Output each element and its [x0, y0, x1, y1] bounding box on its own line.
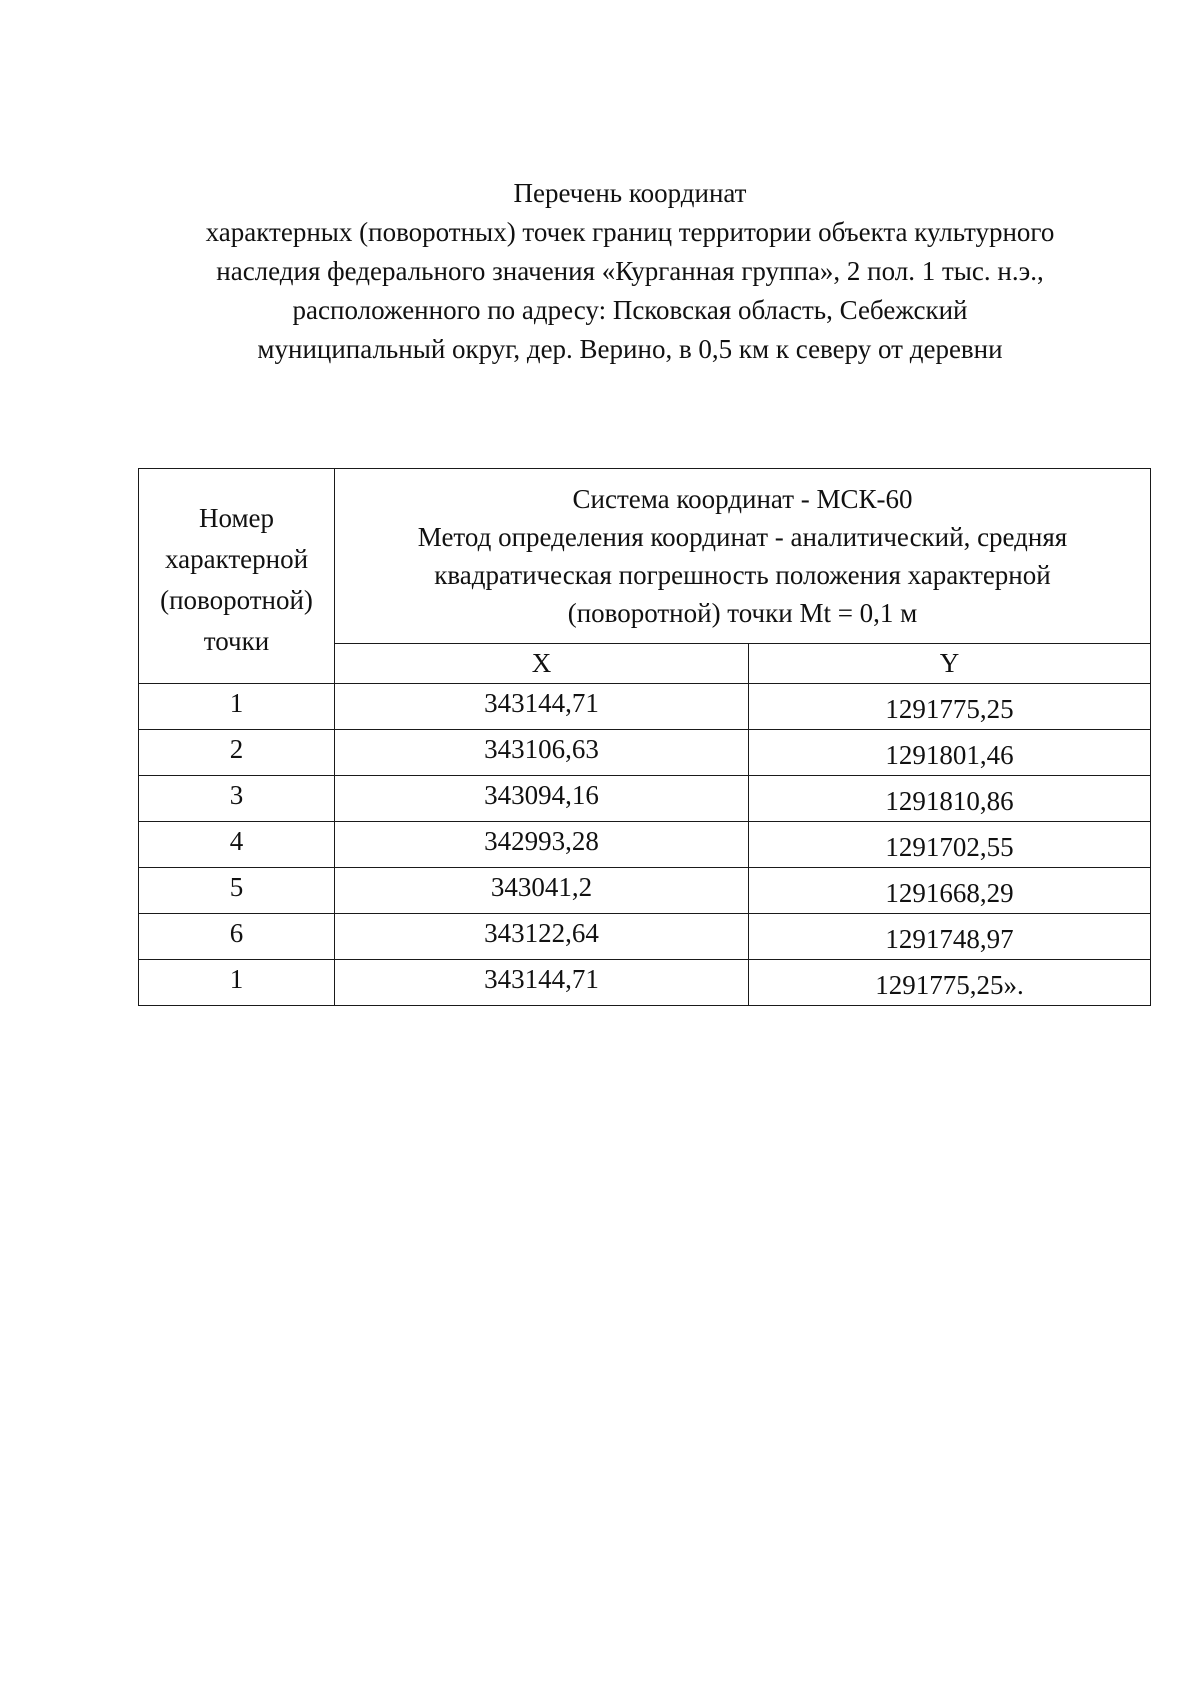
- system-header-line: Система координат - МСК-60: [572, 484, 913, 514]
- table-row: [139, 776, 1151, 822]
- x-coordinate-cell: 343122,64: [335, 914, 749, 960]
- x-coordinate-cell: 343041,2: [335, 868, 749, 914]
- y-coordinate-cell: 1291748,97: [749, 914, 1151, 960]
- system-header-line: квадратическая погрешность положения характерной: [434, 560, 1051, 590]
- table-row: [139, 684, 1151, 730]
- point-number-cell: 2: [139, 730, 335, 776]
- point-number-cell: 3: [139, 776, 335, 822]
- table-row: [139, 914, 1151, 960]
- heading-line: наследия федерального значения «Курганная группа», 2 пол. 1 тыс. н.э.,: [216, 256, 1044, 286]
- x-coordinate-cell: 343106,63: [335, 730, 749, 776]
- table-row: [139, 868, 1151, 914]
- y-coordinate-cell: 1291810,86: [749, 776, 1151, 822]
- x-column-header: X: [335, 644, 749, 684]
- heading-line: Перечень координат: [513, 178, 747, 208]
- coordinate-system-header: [335, 469, 1151, 644]
- y-coordinate-cell: 1291775,25: [749, 684, 1151, 730]
- point-number-cell: 1: [139, 960, 335, 1006]
- point-header-line: точки: [203, 626, 270, 656]
- heading-line: расположенного по адресу: Псковская область, Себежский: [292, 295, 968, 325]
- y-coordinate-cell: 1291702,55: [749, 822, 1151, 868]
- document-heading: [120, 174, 1140, 369]
- point-header-line: характерной: [164, 544, 309, 574]
- point-number-cell: 5: [139, 868, 335, 914]
- point-number-cell: 4: [139, 822, 335, 868]
- point-header-line: (поворотной): [160, 585, 313, 615]
- system-header-line: (поворотной) точки Mt = 0,1 м: [567, 598, 918, 628]
- y-coordinate-cell: 1291801,46: [749, 730, 1151, 776]
- table-row: [139, 822, 1151, 868]
- point-number-header: [139, 469, 335, 684]
- x-coordinate-cell: 342993,28: [335, 822, 749, 868]
- heading-line: характерных (поворотных) точек границ территории объекта культурного: [205, 217, 1055, 247]
- coordinates-table: [138, 468, 1151, 1006]
- x-coordinate-cell: 343144,71: [335, 684, 749, 730]
- table-row: [139, 960, 1151, 1006]
- x-coordinate-cell: 343144,71: [335, 960, 749, 1006]
- coordinates-table-container: [138, 468, 1150, 1006]
- point-number-cell: 1: [139, 684, 335, 730]
- system-header-line: Метод определения координат - аналитический, средняя: [417, 522, 1068, 552]
- table-header-row: [139, 469, 1151, 644]
- heading-line: муниципальный округ, дер. Верино, в 0,5 км к северу от деревни: [257, 334, 1003, 364]
- y-column-header: Y: [749, 644, 1151, 684]
- point-header-line: Номер: [198, 503, 275, 533]
- table-row: [139, 730, 1151, 776]
- y-coordinate-cell: 1291668,29: [749, 868, 1151, 914]
- y-coordinate-cell: 1291775,25».: [749, 960, 1151, 1006]
- point-number-cell: 6: [139, 914, 335, 960]
- x-coordinate-cell: 343094,16: [335, 776, 749, 822]
